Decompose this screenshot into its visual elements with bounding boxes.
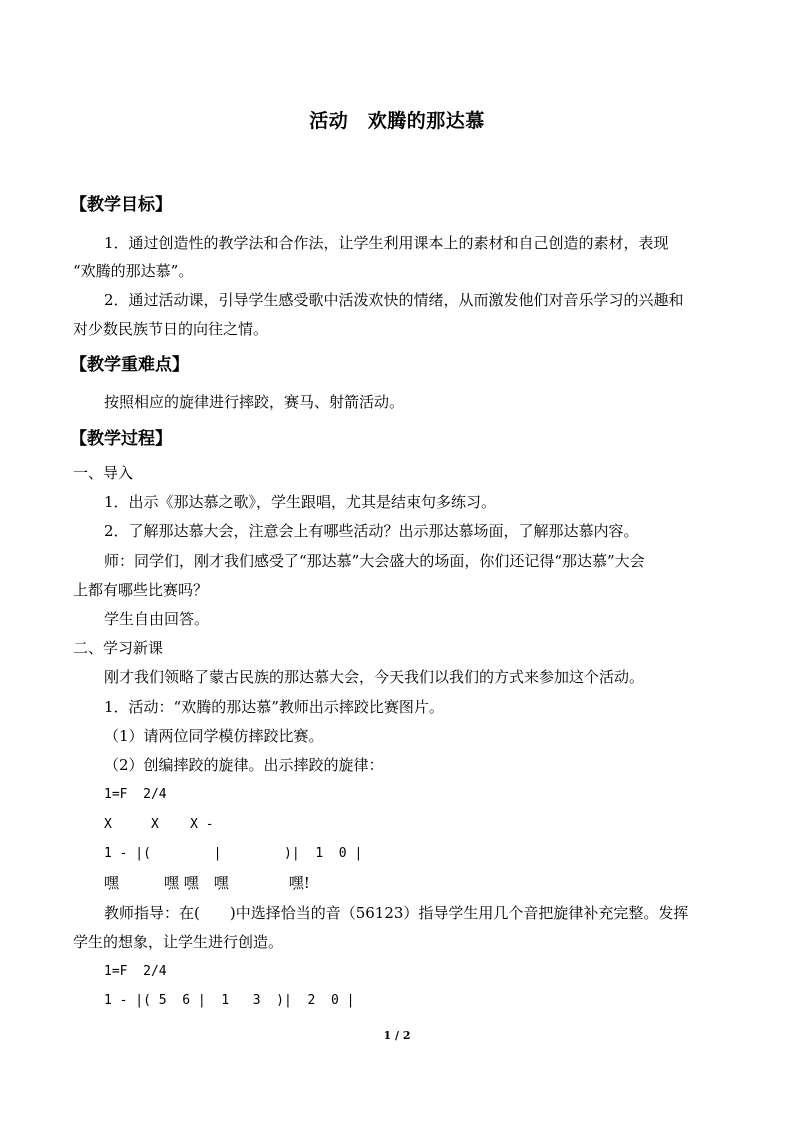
process-line-guidance: 教师指导：在( )中选择恰当的音（56123）指导学生用几个音把旋律补充完整。发挥 — [104, 904, 689, 922]
notation-rhythm: X X X - — [104, 817, 214, 832]
process-line-11: （2）创编摔跤的旋律。出示摔跤的旋律： — [104, 756, 384, 774]
process-line-8: 刚才我们领略了蒙古民族的那达慕大会，今天我们以我们的方式来参加这个活动。 — [104, 668, 645, 686]
process-line-guidance-cont: 学生的想象，让学生进行创造。 — [73, 933, 284, 951]
goal-line-2: “欢腾的那达慕”。 — [73, 262, 194, 280]
process-line-5: 上都有哪些比赛吗？ — [73, 581, 209, 599]
process-line-6: 学生自由回答。 — [104, 610, 210, 628]
heading-key-points: 【教学重难点】 — [70, 355, 189, 375]
notation-key-2: 1=F 2/4 — [104, 964, 167, 979]
process-line-2: 1．出示《那达慕之歌》，学生跟唱，尤其是结束句多练习。 — [104, 493, 497, 511]
process-line-4: 师：同学们，刚才我们感受了“那达慕”大会盛大的场面，你们还记得“那达慕”大会 — [104, 552, 645, 570]
page-title: 活动 欢腾的那达慕 — [309, 110, 485, 132]
process-line-1: 一、导入 — [73, 464, 134, 482]
process-line-10: （1）请两位同学模仿摔跤比赛。 — [104, 727, 324, 745]
key-point-line-1: 按照相应的旋律进行摔跤，赛马、射箭活动。 — [104, 393, 405, 411]
process-line-9: 1．活动：“欢腾的那达慕”教师出示摔跤比赛图片。 — [104, 698, 444, 716]
heading-teaching-process: 【教学过程】 — [70, 429, 172, 449]
notation-lyrics: 嘿 嘿 嘿 嘿 嘿! — [104, 874, 310, 892]
notation-key-1: 1=F 2/4 — [104, 787, 167, 802]
process-line-7: 二、学习新课 — [73, 639, 164, 657]
notation-melody-filled: 1 - |( 5 6 | 1 3 )| 2 0 | — [104, 993, 355, 1008]
goal-line-4: 对少数民族节日的向往之情。 — [73, 320, 269, 338]
process-line-3: 2．了解那达慕大会，注意会上有哪些活动？出示那达慕场面，了解那达慕内容。 — [104, 522, 639, 540]
goal-line-1: 1．通过创造性的教学法和合作法，让学生利用课本上的素材和自己创造的素材，表现 — [104, 234, 669, 252]
notation-melody-blank: 1 - |( | )| 1 0 | — [104, 846, 363, 861]
page-number: 1 / 2 — [383, 1029, 411, 1042]
heading-teaching-goals: 【教学目标】 — [70, 195, 172, 215]
goal-line-3: 2．通过活动课，引导学生感受歌中活泼欢快的情绪，从而激发他们对音乐学习的兴趣和 — [104, 291, 684, 309]
